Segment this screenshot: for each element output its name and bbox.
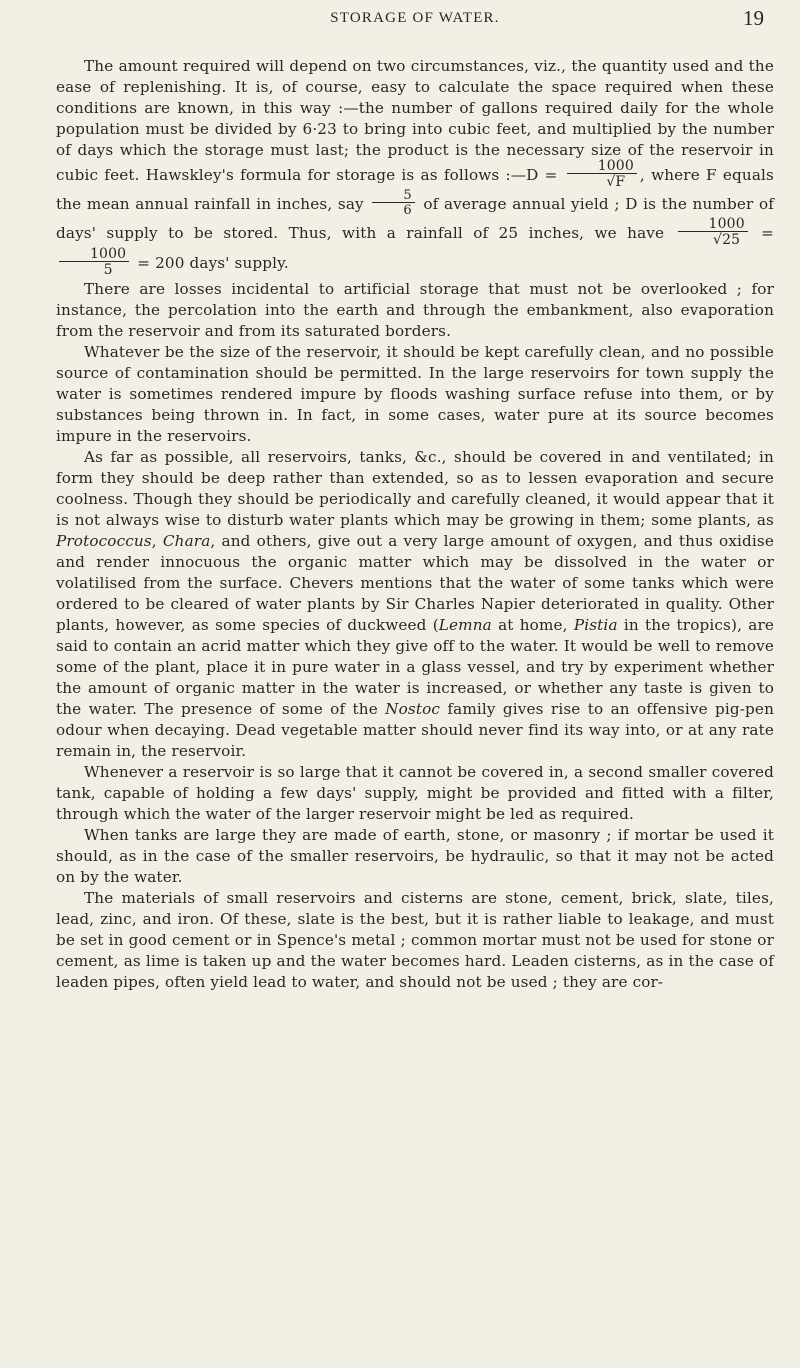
example-fraction-2 xyxy=(59,247,129,277)
text-run: As far as possible, all reservoirs, tanks, &c., should be covered in and ventilated; in form they should be deep rather than extended, so as to lessen evaporation and secure coolness. Though they should be periodically and carefully cleaned, it would appear that it is not always wise to disturb water plants which may be growing in them; some plants, as xyxy=(56,448,774,529)
text-run: , xyxy=(151,532,157,550)
fraction-numerator: 1000 xyxy=(708,216,745,232)
text-run: at home, xyxy=(498,616,568,634)
formula-fraction xyxy=(567,159,637,189)
paragraph-second-tank: Whenever a reservoir is so large that it cannot be covered in, a second smaller covered tank, capable of holding a few days' supply, might be provided and fitted with a filter, through which the water of the larger reservoir might be led as required. xyxy=(56,763,774,823)
fraction-numerator: 1000 xyxy=(597,158,634,174)
fraction-denominator: √25 xyxy=(678,231,748,247)
equals-sign: = xyxy=(761,224,775,242)
paragraph-materials: The materials of small reservoirs and cisterns are stone, cement, brick, slate, tiles, lead, zinc, and iron. Of these, slate is the best, but it is rather liable to leakage, and must be set in good cement or in Spence's metal ; common mortar must not be used for stone or cement, as lime is taken up and the water becomes hard. Leaden cisterns, as in the case of leaden pipes, often yield lead to water, and should not be used ; they are cor- xyxy=(56,889,774,991)
fraction-denominator: 5 xyxy=(59,261,129,277)
text-run: of average annual yield ; D is the number of days' supply to be stored. Thus, with a rainfall of 25 inches, we have xyxy=(56,195,775,242)
text-run: family gives rise to an offensive pig-pen odour when decaying. Dead vegetable matter should never find its way into, or at any rate remain in, the reservoir. xyxy=(56,700,775,760)
example-fraction-1 xyxy=(678,217,748,247)
species-name: Nostoc xyxy=(385,700,441,718)
species-name: Pistia xyxy=(573,616,618,634)
text-run: , and others, give out a very large amount of oxygen, and thus oxidise and render innocuous the organic matter which may be dissolved in the water or volatilised from the surface. Chevers mentions that the water of some tanks which were ordered to be cleared of water plants by Sir Charles Napier deteriorated in quality. Other plants, however, as some species of duckweed ( xyxy=(56,532,774,634)
text-run: in the tropics), are said to contain an acrid matter which they give off to the water. It would be well to remove some of the plant, place it in pure water in a glass vessel, and try by experiment whether the amount of organic matter in the water is increased, or whether any taste is given to the water. The presence of some of the xyxy=(56,616,775,718)
page-number: 19 xyxy=(743,6,764,30)
body-text xyxy=(56,56,774,993)
page-header xyxy=(56,6,774,42)
paragraph-losses: There are losses incidental to artificial storage that must not be overlooked ; for instance, the percolation into the earth and through the embankment, also evaporation from the reservoir and from its saturated borders. xyxy=(56,280,774,340)
paragraph-cleanliness: Whatever be the size of the reservoir, it should be kept carefully clean, and no possible source of contamination should be permitted. In the large reservoirs for town supply the water is sometimes rendered impure by floods washing surface refuse into them, or by substances being thrown in. In fact, in some cases, water pure at its source becomes impure in the reservoirs. xyxy=(56,343,774,445)
text-run: The amount required will depend on two circumstances, viz., the quantity used and the ease of replenishing. It is, of course, easy to calculate the space required when these conditions are known, in this way :—the number of gallons required daily for the whole population must be divided by 6·23 to bring into cubic feet, and multiplied by the number of days which the storage must last; the product is the necessary size of the reservoir in cubic feet. Hawskley's formula for storage is as follows :—D = xyxy=(56,57,774,184)
species-name: Lemna xyxy=(438,616,492,634)
paragraph-large-tanks: When tanks are large they are made of earth, stone, or masonry ; if mortar be used it should, as in the case of the smaller reservoirs, be hydraulic, so that it may not be acted on by the water. xyxy=(56,826,774,886)
species-name: Chara xyxy=(162,532,211,550)
text-run: = 200 days' supply. xyxy=(137,254,289,272)
paragraph-storage-calculation xyxy=(56,56,774,279)
fraction-numerator: 1000 xyxy=(90,246,127,262)
running-title: STORAGE OF WATER. xyxy=(330,10,500,26)
text-run: , where F equals the mean annual rainfall in inches, say xyxy=(56,166,774,213)
fraction-numerator: 5 xyxy=(403,188,412,203)
paragraph-covering xyxy=(56,447,774,762)
species-name: Protococcus xyxy=(56,532,152,550)
ratio-fraction xyxy=(372,189,414,217)
book-page xyxy=(56,0,774,1368)
fraction-denominator: √F xyxy=(567,173,637,189)
fraction-denominator: 6 xyxy=(372,202,414,217)
